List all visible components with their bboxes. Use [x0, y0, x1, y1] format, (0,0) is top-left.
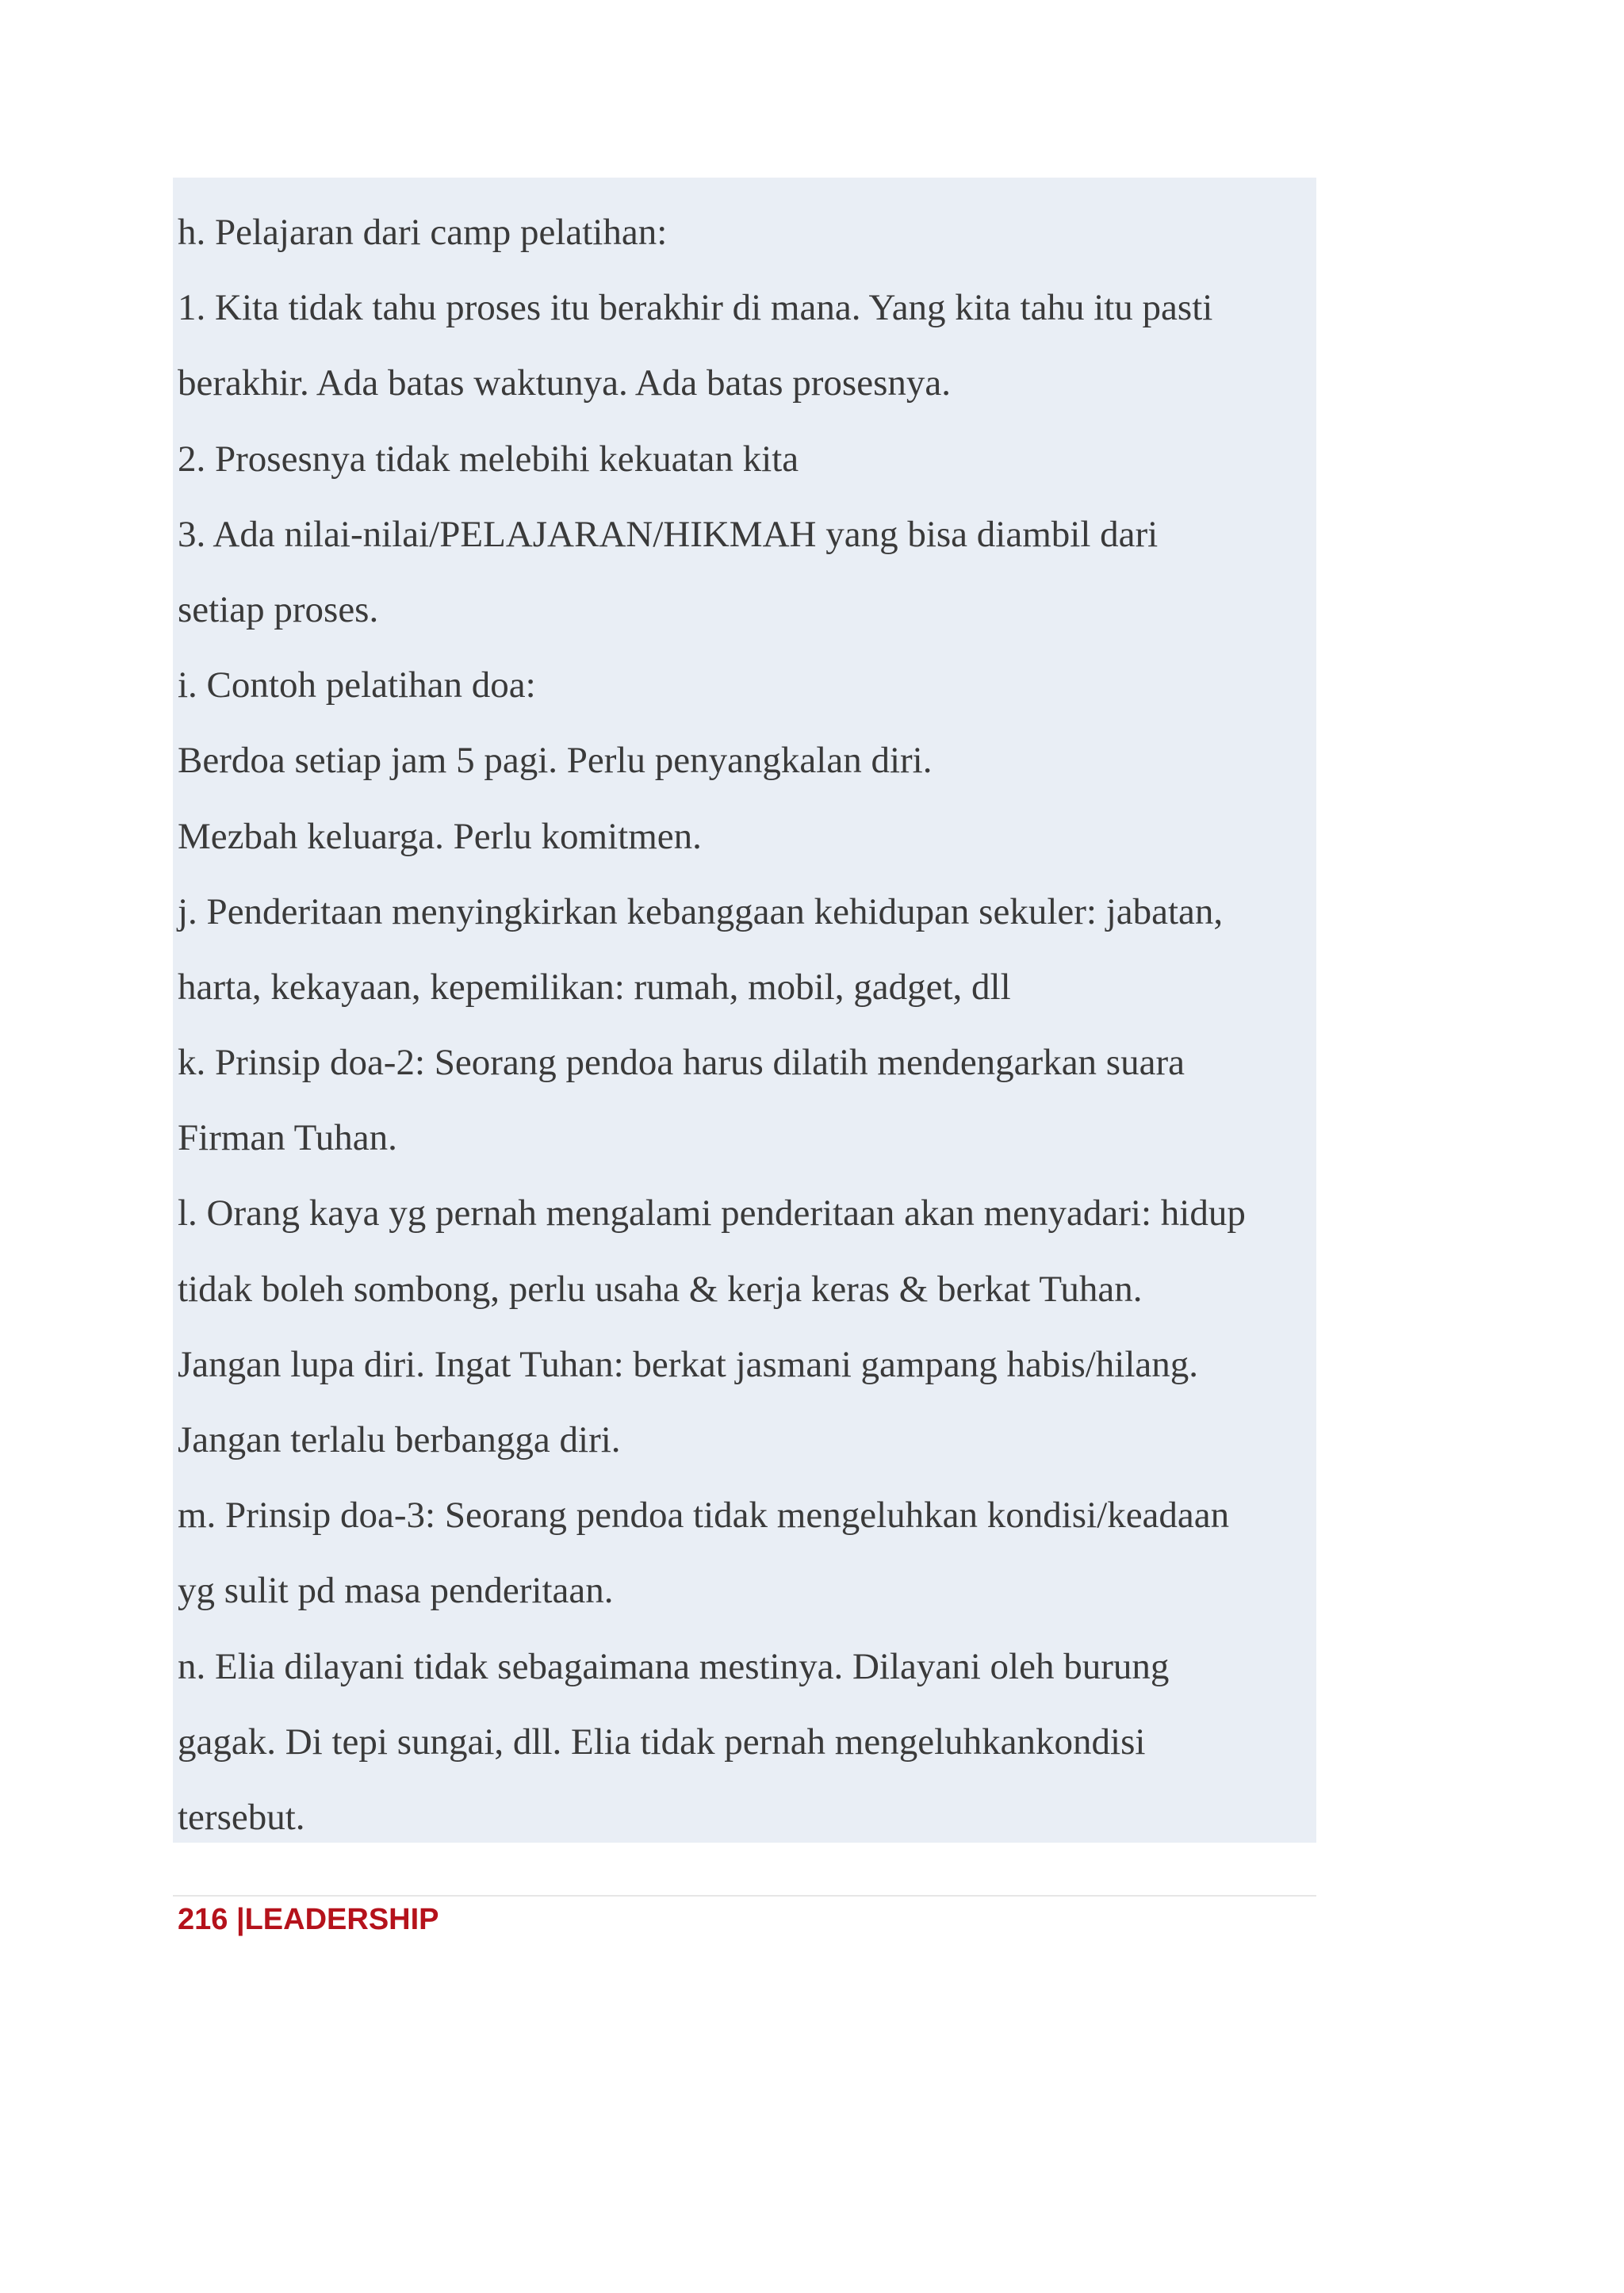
text-line: Jangan lupa diri. Ingat Tuhan: berkat jasmani gampang habis/hilang.	[178, 1343, 1199, 1385]
text-line: berakhir. Ada batas waktunya. Ada batas prosesnya.	[178, 362, 951, 404]
text-line: harta, kekayaan, kepemilikan: rumah, mobil, gadget, dll	[178, 966, 1011, 1008]
text-line: h. Pelajaran dari camp pelatihan:	[178, 212, 668, 253]
text-line: Firman Tuhan.	[178, 1117, 397, 1159]
text-line: j. Penderitaan menyingkirkan kebanggaan kehidupan sekuler: jabatan,	[178, 890, 1224, 932]
text-line: tidak boleh sombong, perlu usaha & kerja keras & berkat Tuhan.	[178, 1268, 1143, 1310]
text-line: yg sulit pd masa penderitaan.	[178, 1570, 614, 1612]
text-line: Mezbah keluarga. Perlu komitmen.	[178, 815, 702, 857]
text-line: m. Prinsip doa-3: Seorang pendoa tidak mengeluhkan kondisi/keadaan	[178, 1495, 1230, 1537]
text-line: 2. Prosesnya tidak melebihi kekuatan kita	[178, 438, 799, 480]
footer-divider	[173, 1895, 1316, 1897]
text-line: n. Elia dilayani tidak sebagaimana mestinya. Dilayani oleh burung	[178, 1645, 1170, 1687]
text-line: 1. Kita tidak tahu proses itu berakhir di mana. Yang kita tahu itu pasti	[178, 287, 1213, 329]
footer-page-label: 216 |LEADERSHIP	[178, 1903, 439, 1936]
text-line: Jangan terlalu berbangga diri.	[178, 1419, 621, 1460]
document-text	[178, 195, 1320, 1855]
text-line: gagak. Di tepi sungai, dll. Elia tidak pernah mengeluhkankondisi	[178, 1721, 1146, 1763]
text-line: tersebut.	[178, 1796, 305, 1838]
text-line: l. Orang kaya yg pernah mengalami penderitaan akan menyadari: hidup	[178, 1192, 1246, 1235]
text-line: k. Prinsip doa-2: Seorang pendoa harus dilatih mendengarkan suara	[178, 1042, 1185, 1084]
text-line: setiap proses.	[178, 588, 379, 630]
text-line: 3. Ada nilai-nilai/PELAJARAN/HIKMAH yang bisa diambil dari	[178, 513, 1159, 555]
text-line: i. Contoh pelatihan doa:	[178, 664, 536, 706]
text-line: Berdoa setiap jam 5 pagi. Perlu penyangkalan diri.	[178, 740, 933, 782]
